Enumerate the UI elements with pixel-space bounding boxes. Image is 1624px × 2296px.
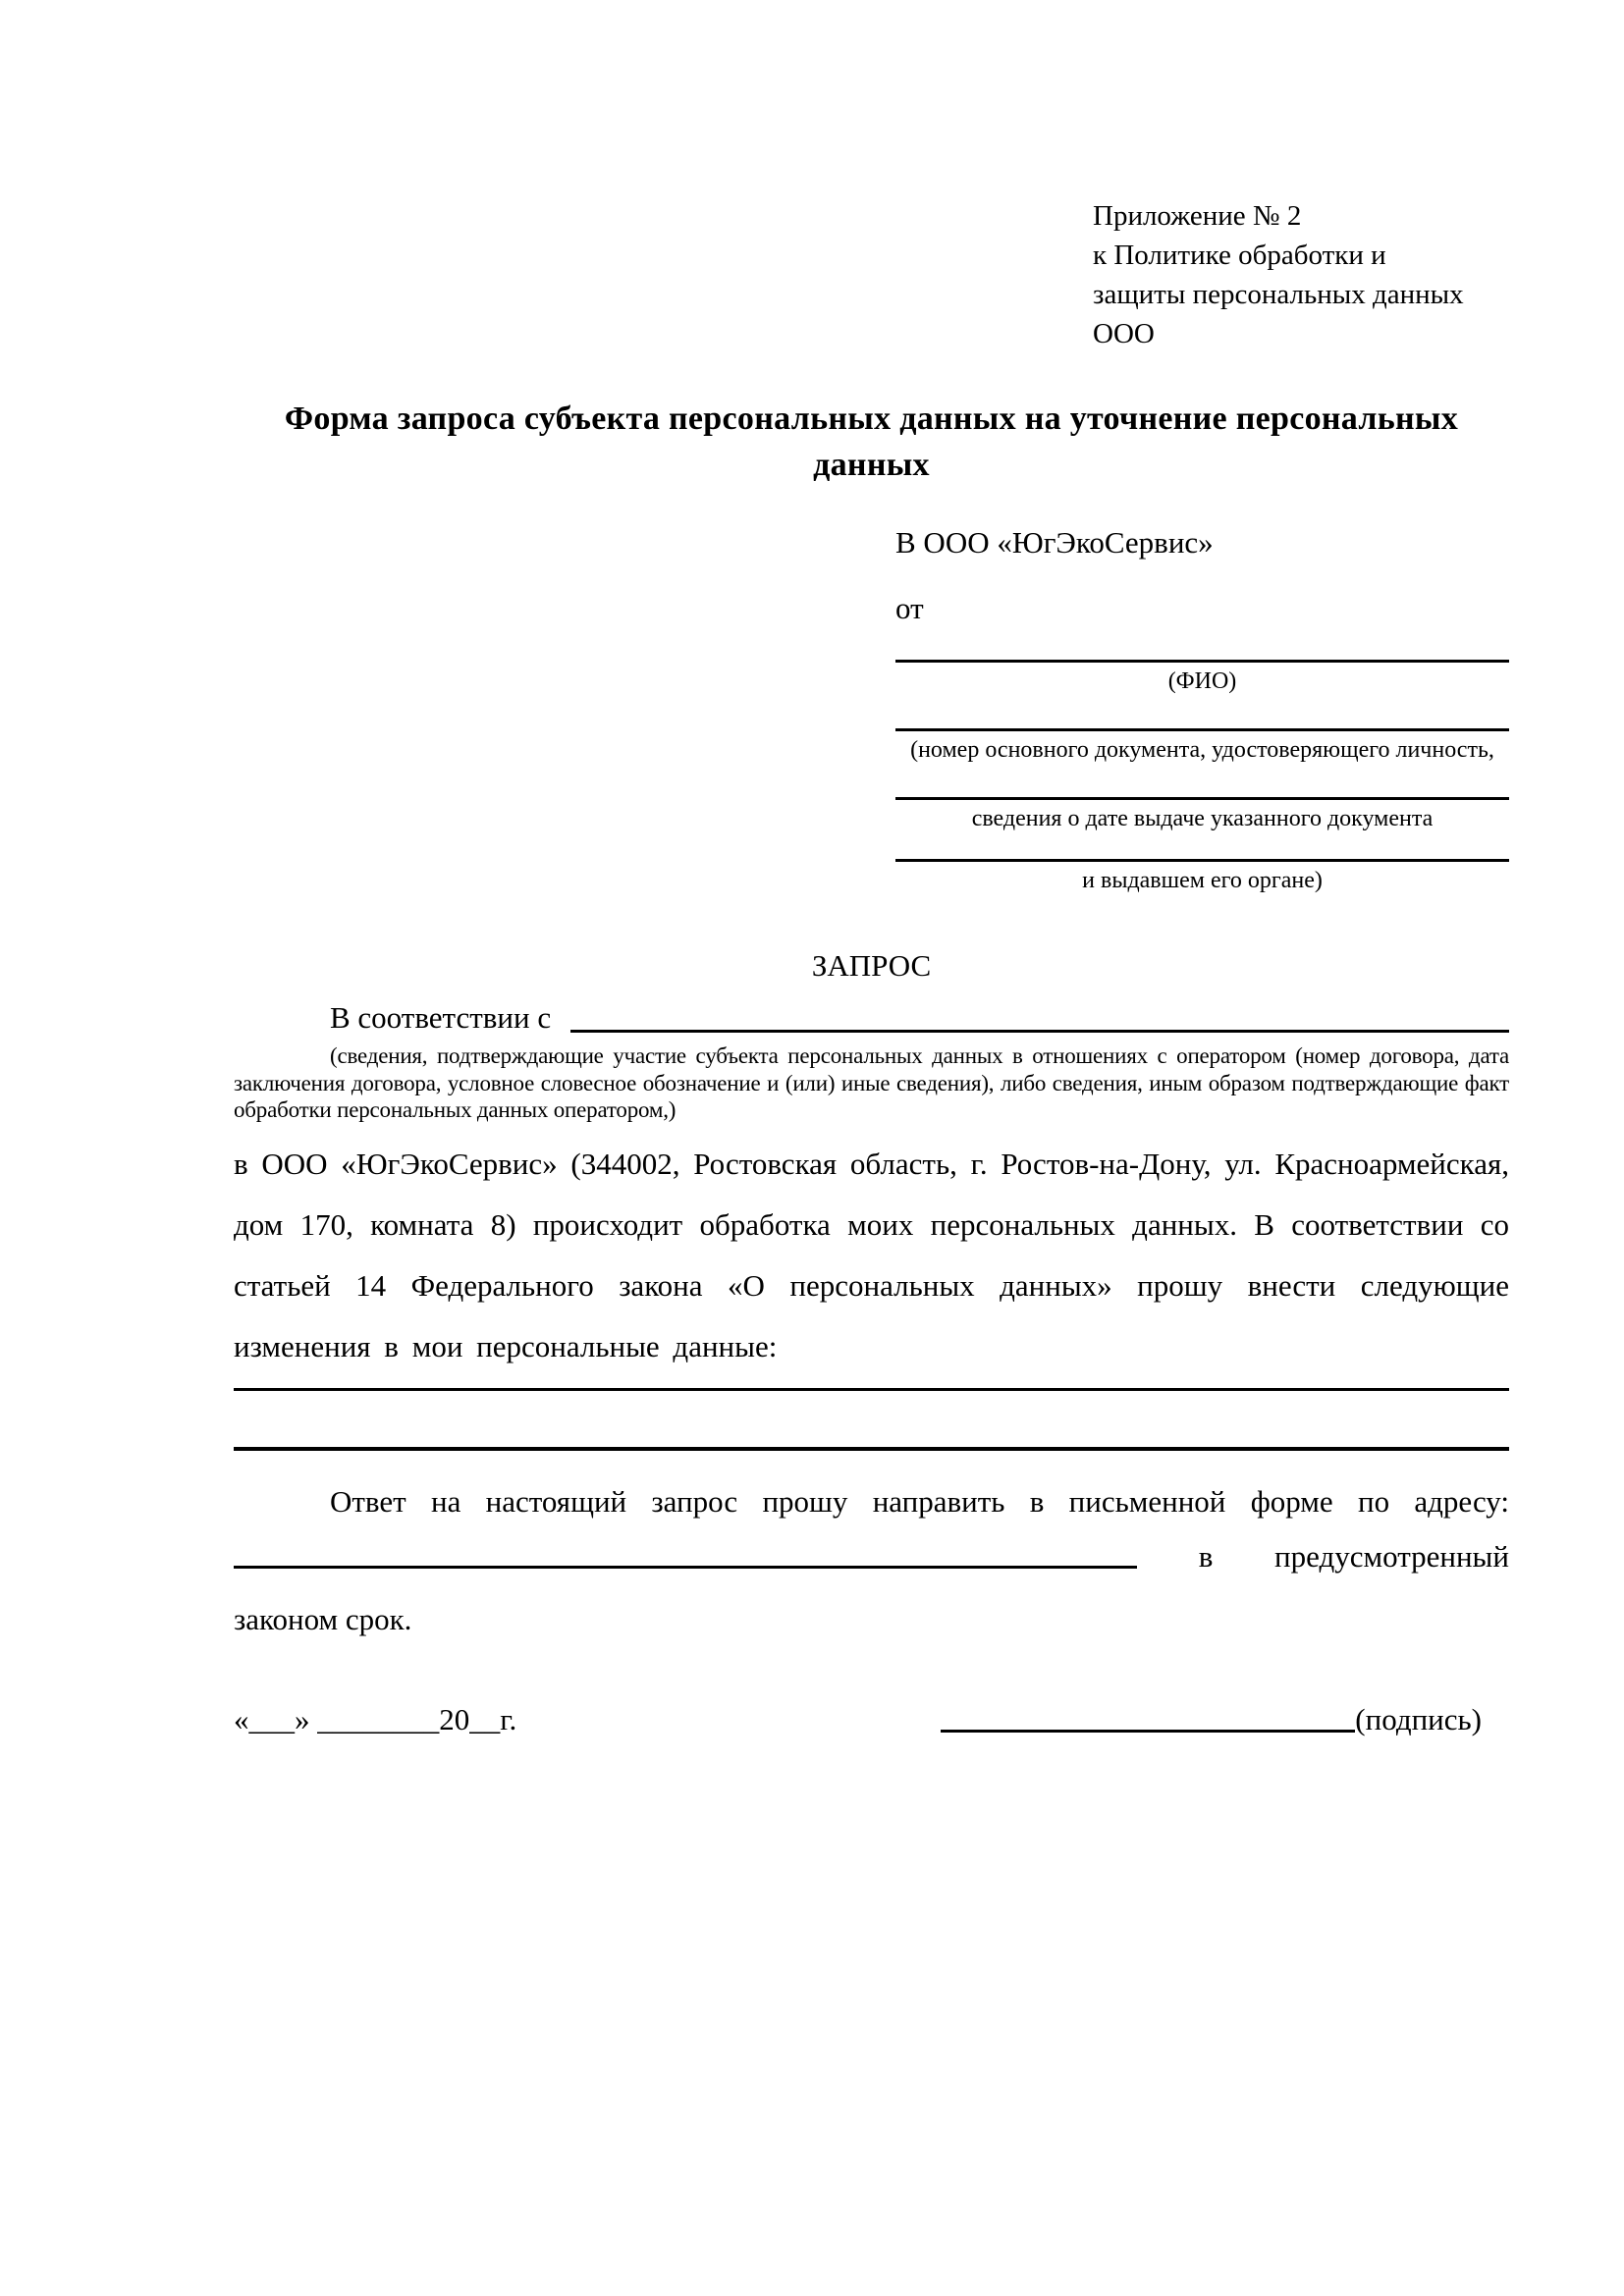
appendix-line: к Политике обработки и [1093,240,1386,271]
date-signature-row [234,1694,1509,1737]
accordance-fill-line [570,996,1509,1033]
fio-fill-line [895,660,1509,663]
fio-caption: (ФИО) [1167,668,1237,694]
issue-date-fill-line [895,797,1509,800]
addressee-company: В ООО «ЮгЭкоСервис» [895,525,1214,560]
document-number-fill-line [895,728,1509,731]
accordance-row [234,996,1509,1036]
appendix-note [1093,196,1515,353]
body-paragraph: в ООО «ЮгЭкоСервис» (344002, Ростовская область, г. Ростов-на-Дону, ул. Красноармейская, дом 170, комната 8) происходит обработка моих персональных данных. В соответствии со статьей 14 Федерального закона «О персональных данных» прошу внести следующие изменения в мои персональные данные: [234,1147,1509,1363]
issuing-authority-caption: и выдавшем его органе) [1082,868,1323,893]
appendix-line: ООО [1093,318,1155,349]
reply-sentence-start: Ответ на настоящий запрос прошу направить в письменной форме по адресу: [330,1484,1509,1519]
reply-word-v: в [1198,1539,1214,1574]
request-heading: ЗАПРОС [811,948,932,983]
address-fill-line [234,1566,1137,1569]
document-number-caption: (номер основного документа, удостоверяющего личность, [910,737,1494,763]
reply-word-predusmotrenny: предусмотренный [1274,1539,1509,1574]
signature-group [941,1702,1482,1737]
document-title: Форма запроса субъекта персональных данных на уточнение персональных данных [284,400,1459,483]
appendix-line: Приложение № 2 [1093,200,1302,232]
signature-caption: (подпись) [1355,1702,1482,1736]
reply-sentence-end: законом срок. [234,1602,412,1636]
date-blank: «___» ________20__г. [234,1702,517,1736]
appendix-line: защиты персональных данных [1093,279,1464,310]
addressee-from-label: от [895,591,924,625]
issuing-authority-fill-line [895,859,1509,862]
signature-fill-line [941,1730,1355,1733]
changes-fill-line-2 [234,1447,1509,1451]
changes-fill-line-1 [234,1388,1509,1391]
accordance-prefix: В соответствии с [330,1000,559,1035]
issue-date-caption: сведения о дате выдаче указанного документа [971,806,1434,831]
reply-address-row [234,1527,1509,1575]
accordance-footnote: (сведения, подтверждающие участие субъекта персональных данных в отношениях с оператором (номер договора, дата заключения договора, условное словесное обозначение и (или) иные сведения), либо сведения, иным образом подтверждающие факт обработки персональных данных оператором,) [234,1043,1509,1122]
